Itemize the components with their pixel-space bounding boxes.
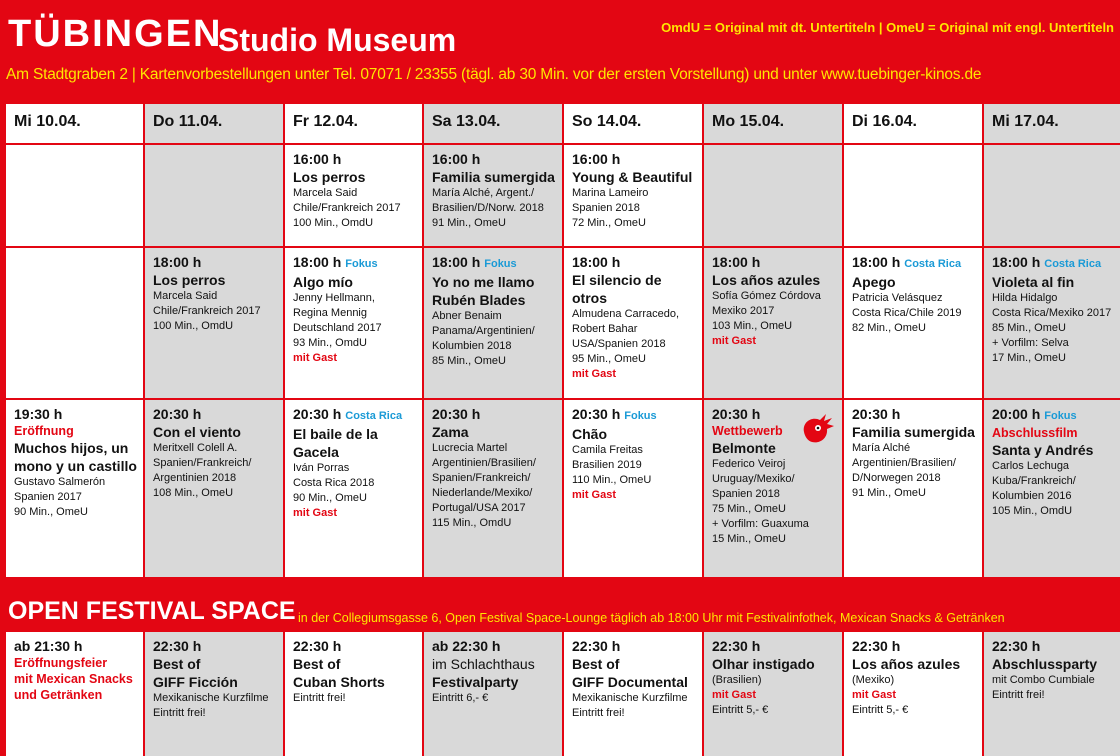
- event-title: Abschlussparty: [992, 656, 1098, 672]
- event-title: Los años azules: [852, 656, 961, 672]
- event-info: Eintritt 5,- €: [852, 704, 909, 716]
- film-title: El silencio de otros: [572, 272, 662, 306]
- screening-slot: [145, 248, 283, 398]
- day-header-mo: Mo 15.04.: [704, 104, 842, 143]
- slot-empty: [145, 145, 283, 246]
- screening-time: [153, 406, 277, 423]
- event-title: Cuban Shorts: [293, 674, 385, 690]
- film-info: Sofía Gómez Córdova: [712, 290, 821, 302]
- event-title: Best of: [153, 656, 201, 672]
- guest-note: mit Gast: [712, 689, 757, 701]
- event-title: Festivalparty: [432, 674, 519, 690]
- film-info: 72 Min., OmeU: [572, 217, 646, 229]
- film-info: María Alché, Argent./: [432, 187, 535, 199]
- time-value: 20:30 h: [153, 406, 202, 422]
- screening-time: [572, 406, 696, 425]
- film-info: Kuba/Frankreich/: [992, 475, 1076, 487]
- film-info: Spanien 2018: [572, 202, 640, 214]
- film-title: Gacela: [293, 444, 339, 460]
- film-info: Carlos Lechuga: [992, 460, 1070, 472]
- screening-time: [992, 254, 1114, 273]
- screening-slot: [704, 400, 842, 577]
- film-info: + Vorfilm: Selva: [992, 337, 1069, 349]
- time-value: 18:00 h: [852, 254, 901, 270]
- film-info: Lucrecia Martel: [432, 442, 508, 454]
- time-value: 16:00 h: [432, 151, 481, 167]
- film-title: Familia sumergida: [432, 169, 555, 185]
- time-value: 18:00 h: [712, 254, 761, 270]
- film-title: Yo no me llamo: [432, 274, 535, 290]
- time-value: 18:00 h: [572, 254, 621, 270]
- slot-empty: [984, 145, 1120, 246]
- screening-slot: [564, 145, 702, 246]
- film-title: Santa y Andrés: [992, 442, 1094, 458]
- festival-event: [424, 632, 562, 756]
- film-info: Niederlande/Mexiko/: [432, 487, 533, 499]
- screening-slot: [285, 400, 422, 577]
- film-title: Familia sumergida: [852, 424, 975, 440]
- film-info: Almudena Carracedo,: [572, 308, 680, 320]
- film-title: Algo mío: [293, 274, 353, 290]
- screening-slot: [285, 248, 422, 398]
- section-tag: Costa Rica: [1044, 258, 1102, 270]
- event-time: 22:30 h: [712, 638, 761, 654]
- film-info: Spanien/Frankreich/: [153, 457, 252, 469]
- film-info: Brasilien/D/Norw. 2018: [432, 202, 544, 214]
- screening-slot: [844, 248, 982, 398]
- event-venue: im Schlachthaus: [432, 656, 535, 672]
- film-info: + Vorfilm: Guaxuma: [712, 518, 809, 530]
- film-info: Hilda Hidalgo: [992, 292, 1058, 304]
- film-info: Kolumbien 2018: [432, 340, 512, 352]
- film-info: Uruguay/Mexiko/: [712, 473, 795, 485]
- event-label: Eröffnungsfeier: [14, 656, 108, 670]
- film-info: María Alché: [852, 442, 911, 454]
- event-title: GIFF Documental: [572, 674, 688, 690]
- screening-slot: [424, 400, 562, 577]
- film-info: Jenny Hellmann,: [293, 292, 375, 304]
- film-info: Costa Rica/Mexiko 2017: [992, 307, 1112, 319]
- film-info: Abner Benaim: [432, 310, 502, 322]
- film-info: Robert Bahar: [572, 323, 638, 335]
- screening-slot: [145, 400, 283, 577]
- film-info: 105 Min., OmdU: [992, 505, 1073, 517]
- time-value: 16:00 h: [572, 151, 621, 167]
- address-line: Am Stadtgraben 2 | Kartenvorbestellungen unter Tel. 07071 / 23355 (tägl. ab 30 Min. vor der ersten Vorstellung) und unter www.tuebinger-kinos.de: [6, 66, 982, 83]
- film-title: Belmonte: [712, 440, 776, 456]
- film-info: Iván Porras: [293, 462, 350, 474]
- guest-note: mit Gast: [712, 335, 757, 347]
- screening-slot: [564, 400, 702, 577]
- film-info: Costa Rica/Chile 2019: [852, 307, 962, 319]
- film-title: mono y un castillo: [14, 458, 137, 474]
- festival-title: OPEN FESTIVAL SPACE: [8, 597, 296, 625]
- film-info: 100 Min., OmdU: [153, 320, 234, 332]
- film-title: Young & Beautiful: [572, 169, 693, 185]
- time-value: 20:30 h: [852, 406, 901, 422]
- event-label: und Getränken: [14, 688, 103, 702]
- event-info: Eintritt 6,- €: [432, 692, 489, 704]
- festival-event: [984, 632, 1120, 756]
- screening-time: [572, 151, 696, 168]
- screening-time: [992, 406, 1114, 425]
- screening-time: [852, 254, 976, 273]
- time-value: 18:00 h: [432, 254, 481, 270]
- festival-event: [285, 632, 422, 756]
- film-info: 85 Min., OmeU: [432, 355, 506, 367]
- film-info: 115 Min., OmdU: [432, 517, 512, 529]
- screening-slot: [564, 248, 702, 398]
- screening-slot: [6, 400, 143, 577]
- festival-event: [145, 632, 283, 756]
- screening-time: [14, 406, 137, 423]
- slot-empty: [704, 145, 842, 246]
- film-info: Chile/Frankreich 2017: [153, 305, 261, 317]
- event-label: Eröffnung: [14, 424, 74, 438]
- time-value: 20:30 h: [572, 406, 621, 422]
- film-info: Camila Freitas: [572, 444, 643, 456]
- time-value: 20:00 h: [992, 406, 1041, 422]
- film-info: 90 Min., OmeU: [293, 492, 367, 504]
- film-info: Spanien 2017: [14, 491, 82, 503]
- festival-event: [6, 632, 143, 756]
- film-info: Argentinien/Brasilien/: [852, 457, 956, 469]
- event-time: ab 21:30 h: [14, 638, 83, 654]
- film-info: 82 Min., OmeU: [852, 322, 926, 334]
- event-label: Abschlussfilm: [992, 426, 1078, 440]
- event-label: mit Mexican Snacks: [14, 672, 133, 686]
- screening-time: [293, 151, 416, 168]
- screening-slot: [285, 145, 422, 246]
- guest-note: mit Gast: [572, 489, 617, 501]
- event-time: 22:30 h: [992, 638, 1041, 654]
- festival-grid: [6, 632, 1120, 756]
- event-label: Wettbewerb: [712, 424, 783, 438]
- film-info: Marcela Said: [293, 187, 358, 199]
- event-time: ab 22:30 h: [432, 638, 501, 654]
- film-info: 15 Min., OmeU: [712, 533, 786, 545]
- time-value: 20:30 h: [432, 406, 481, 422]
- festival-event: [564, 632, 702, 756]
- festival-event: [844, 632, 982, 756]
- time-value: 16:00 h: [293, 151, 342, 167]
- screening-time: [153, 254, 277, 271]
- film-info: 85 Min., OmeU: [992, 322, 1066, 334]
- section-tag: Fokus: [484, 258, 517, 270]
- screening-time: [852, 406, 976, 423]
- section-tag: Costa Rica: [345, 410, 403, 422]
- film-info: Argentinien/Brasilien/: [432, 457, 536, 469]
- section-tag: Fokus: [624, 410, 657, 422]
- film-info: Portugal/USA 2017: [432, 502, 526, 514]
- event-title: Best of: [293, 656, 341, 672]
- screening-slot: [844, 400, 982, 577]
- header-venue: Studio Museum: [218, 22, 457, 58]
- slot-empty: [844, 145, 982, 246]
- film-title: Violeta al fin: [992, 274, 1075, 290]
- event-title: GIFF Ficción: [153, 674, 238, 690]
- guest-note: mit Gast: [293, 507, 338, 519]
- screening-slot: [424, 248, 562, 398]
- film-info: D/Norwegen 2018: [852, 472, 941, 484]
- header-city: TÜBINGEN: [8, 13, 223, 55]
- guest-note: mit Gast: [572, 368, 617, 380]
- day-header-mi: Mi 10.04.: [6, 104, 143, 143]
- day-header-so: So 14.04.: [564, 104, 702, 143]
- film-info: 90 Min., OmeU: [14, 506, 88, 518]
- film-info: Argentinien 2018: [153, 472, 237, 484]
- event-time: 22:30 h: [293, 638, 342, 654]
- screening-slot: [424, 145, 562, 246]
- day-header-fr: Fr 12.04.: [285, 104, 422, 143]
- event-info: Eintritt frei!: [992, 689, 1045, 701]
- guest-note: mit Gast: [293, 352, 338, 364]
- day-header-mi2: Mi 17.04.: [984, 104, 1120, 143]
- film-info: Patricia Velásquez: [852, 292, 943, 304]
- film-info: 91 Min., OmeU: [852, 487, 926, 499]
- competition-bird-icon: [796, 410, 836, 450]
- slot-empty: [6, 145, 143, 246]
- film-info: Spanien/Frankreich/: [432, 472, 531, 484]
- section-tag: Fokus: [345, 258, 378, 270]
- time-value: 18:00 h: [153, 254, 202, 270]
- film-info: Meritxell Colell A.: [153, 442, 238, 454]
- screening-slot: [984, 248, 1120, 398]
- film-info: Kolumbien 2016: [992, 490, 1072, 502]
- time-value: 19:30 h: [14, 406, 63, 422]
- day-header-do: Do 11.04.: [145, 104, 283, 143]
- film-info: 75 Min., OmeU: [712, 503, 786, 515]
- screening-slot: [704, 248, 842, 398]
- film-info: Marina Lameiro: [572, 187, 649, 199]
- film-info: Regina Mennig: [293, 307, 367, 319]
- section-tag: Fokus: [1044, 410, 1077, 422]
- screening-time: [432, 151, 556, 168]
- film-title: Chão: [572, 426, 607, 442]
- event-info: Mexikanische Kurzfilme: [572, 692, 688, 704]
- day-header-sa: Sa 13.04.: [424, 104, 562, 143]
- film-title: Los perros: [293, 169, 366, 185]
- event-title: Olhar instigado: [712, 656, 815, 672]
- festival-event: [704, 632, 842, 756]
- film-info: Deutschland 2017: [293, 322, 382, 334]
- film-info: Marcela Said: [153, 290, 218, 302]
- subtitle-legend: OmdU = Original mit dt. Untertiteln | OmeU = Original mit engl. Untertiteln: [661, 20, 1114, 35]
- screening-time: [293, 406, 416, 425]
- film-info: Mexiko 2017: [712, 305, 775, 317]
- screening-slot: [984, 400, 1120, 577]
- film-info: Spanien 2018: [712, 488, 780, 500]
- schedule-grid: [6, 104, 1120, 577]
- section-tag: Costa Rica: [904, 258, 962, 270]
- event-title: Best of: [572, 656, 620, 672]
- film-info: 91 Min., OmeU: [432, 217, 506, 229]
- event-info: mit Combo Cumbiale: [992, 674, 1095, 686]
- film-info: Gustavo Salmerón: [14, 476, 106, 488]
- event-time: 22:30 h: [153, 638, 202, 654]
- film-info: 110 Min., OmeU: [572, 474, 652, 486]
- screening-time: [432, 254, 556, 273]
- film-info: 95 Min., OmeU: [572, 353, 646, 365]
- screening-time: [432, 406, 556, 423]
- time-value: 18:00 h: [992, 254, 1041, 270]
- film-info: USA/Spanien 2018: [572, 338, 666, 350]
- film-title: Apego: [852, 274, 896, 290]
- screening-time: [572, 254, 696, 271]
- event-time: 22:30 h: [852, 638, 901, 654]
- event-info: (Mexiko): [852, 674, 895, 686]
- film-title: Los perros: [153, 272, 226, 288]
- event-info: Eintritt frei!: [153, 707, 206, 719]
- event-info: Eintritt frei!: [572, 707, 625, 719]
- film-title: Rubén Blades: [432, 292, 526, 308]
- film-title: Con el viento: [153, 424, 241, 440]
- film-info: Costa Rica 2018: [293, 477, 375, 489]
- film-info: Federico Veiroj: [712, 458, 786, 470]
- slot-empty: [6, 248, 143, 398]
- film-info: 100 Min., OmdU: [293, 217, 374, 229]
- screening-time: [293, 254, 416, 273]
- event-info: (Brasilien): [712, 674, 762, 686]
- film-info: Panama/Argentinien/: [432, 325, 535, 337]
- event-time: 22:30 h: [572, 638, 621, 654]
- time-value: 18:00 h: [293, 254, 342, 270]
- time-value: 20:30 h: [293, 406, 342, 422]
- festival-subtitle: in der Collegiumsgasse 6, Open Festival Space-Lounge täglich ab 18:00 Uhr mit Festivalinfothek, Mexican Snacks & Getränken: [298, 611, 1005, 625]
- event-info: Eintritt frei!: [293, 692, 346, 704]
- film-title: Los años azules: [712, 272, 821, 288]
- film-title: Zama: [432, 424, 469, 440]
- film-info: 108 Min., OmeU: [153, 487, 234, 499]
- time-value: 20:30 h: [712, 406, 761, 422]
- film-title: El baile de la: [293, 426, 378, 442]
- film-info: 93 Min., OmdU: [293, 337, 367, 349]
- day-header-di: Di 16.04.: [844, 104, 982, 143]
- film-info: Chile/Frankreich 2017: [293, 202, 401, 214]
- event-info: Eintritt 5,- €: [712, 704, 769, 716]
- film-title: Muchos hijos, un: [14, 440, 129, 456]
- film-info: Brasilien 2019: [572, 459, 642, 471]
- guest-note: mit Gast: [852, 689, 897, 701]
- film-info: 103 Min., OmeU: [712, 320, 793, 332]
- film-info: 17 Min., OmeU: [992, 352, 1066, 364]
- event-info: Mexikanische Kurzfilme: [153, 692, 269, 704]
- screening-time: [712, 254, 836, 271]
